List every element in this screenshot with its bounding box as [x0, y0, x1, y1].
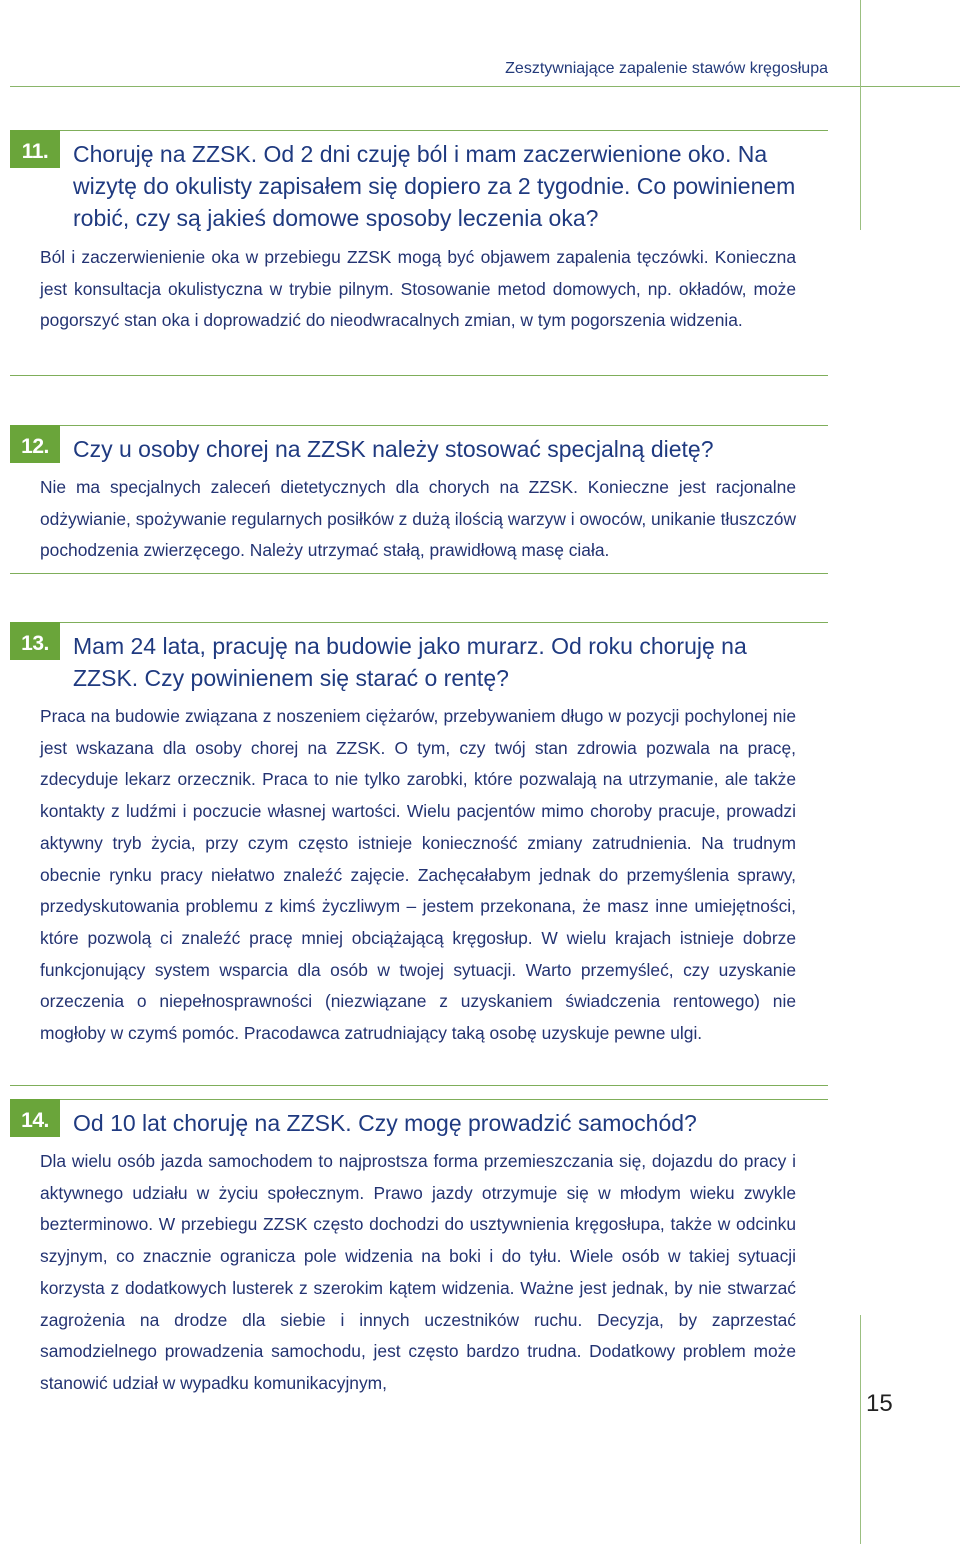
question-rule: [10, 130, 828, 131]
question-rule: [10, 425, 828, 426]
question-text: Czy u osoby chorej na ZZSK należy stosować specjalną dietę?: [73, 436, 714, 462]
margin-rule-top: [860, 0, 861, 230]
question-11: [10, 130, 828, 230]
question-text: Mam 24 lata, pracuję na budowie jako murarz. Od roku choruję na ZZSK. Czy powinienem się starać o rentę?: [73, 633, 747, 691]
question-12: [10, 425, 828, 465]
answer-13: Praca na budowie związana z noszeniem ciężarów, przebywaniem długo w pozycji pochylonej nie jest wskazana dla osoby chorej na ZZSK. O tym, czy twój stan zdrowia pozwala na pracę, zdecyduje lekarz orzecznik. Praca to nie tylko zarobki, które pozwalają na utrzymanie, ale także kontakty z ludźmi i poczucie własnej wartości. Wielu pacjentów mimo choroby pracuje, prowadzi aktywny tryb życia, przy czym często istnieje konieczność zmiany zatrudnienia. Na trudnym obecnie rynku pracy niełatwo znaleźć zajęcie. Zachęcałabym jednak do przemyślenia sprawy, przedyskutowania problemu z kimś życzliwym – jestem przekonana, że masz inne umiejętności, które pozwolą ci znaleźć pracę mniej obciążającą kręgosłup. W wielu krajach istnieje dobrze funkcjonujący system wsparcia dla osób w twojej sytuacji. Warto przemyśleć, czy uzyskanie orzeczenia o niepełnosprawności (niezwiązane z uzyskaniem świadczenia rentowego) nie mogłoby w czymś pomóc. Pracodawca zatrudniający taką osobę uzyskuje pewne ulgi.: [40, 706, 796, 1044]
separator: [10, 375, 828, 376]
margin-rule-bottom: [860, 1315, 861, 1544]
question-text: Choruję na ZZSK. Od 2 dni czuję ból i mam zaczerwienione oko. Na wizytę do okulisty zapisałem się dopiero za 2 tygodnie. Co powinienem robić, czy są jakieś domowe sposoby leczenia oka?: [73, 141, 796, 231]
question-13: [10, 622, 828, 692]
question-number-badge: 11.: [10, 130, 60, 168]
question-rule: [10, 1099, 828, 1100]
separator: [10, 1085, 828, 1086]
answer-12: Nie ma specjalnych zaleceń dietetycznych dla chorych na ZZSK. Konieczne jest racjonalne odżywianie, spożywanie regularnych posiłków z dużą ilością warzyw i owoców, unikanie tłuszczów pochodzenia zwierzęcego. Należy utrzymać stałą, prawidłową masę ciała.: [40, 477, 796, 561]
question-text: Od 10 lat choruję na ZZSK. Czy mogę prowadzić samochód?: [73, 1110, 697, 1136]
separator: [10, 573, 828, 574]
header-rule: [10, 86, 960, 87]
question-number-badge: 12.: [10, 425, 60, 463]
running-header: Zesztywniające zapalenie stawów kręgosłupa: [505, 60, 828, 77]
page-number: 15: [866, 1390, 893, 1417]
question-number-badge: 14.: [10, 1099, 60, 1137]
question-rule: [10, 622, 828, 623]
answer-14: Dla wielu osób jazda samochodem to najprostsza forma przemieszczania się, dojazdu do pracy i aktywnego udziału w życiu społecznym. Prawo jazdy otrzymuje się w młodym wieku zwykle bezterminowo. W przebiegu ZZSK często dochodzi do usztywnienia kręgosłupa, także w odcinku szyjnym, co znacznie ogranicza pole widzenia na boki i do tyłu. Wiele osób w takiej sytuacji korzysta z dodatkowych lusterek z szerokim kątem widzenia. Ważne jest jednak, by nie stwarzać zagrożenia na drodze dla siebie i innych uczestników ruchu. Decyzja, by zaprzestać samodzielnego prowadzenia samochodu, jest często bardzo trudna. Dodatkowy problem może stanowić udział w wypadku komunikacyjnym,: [40, 1151, 796, 1393]
answer-11: Ból i zaczerwienienie oka w przebiegu ZZSK mogą być objawem zapalenia tęczówki. Konieczna jest konsultacja okulistyczna w trybie pilnym. Stosowanie metod domowych, np. okładów, może pogorszyć stan oka i doprowadzić do nieodwracalnych zmian, w tym pogorszenia widzenia.: [40, 247, 796, 331]
question-14: [10, 1099, 828, 1139]
question-number-badge: 13.: [10, 622, 60, 660]
